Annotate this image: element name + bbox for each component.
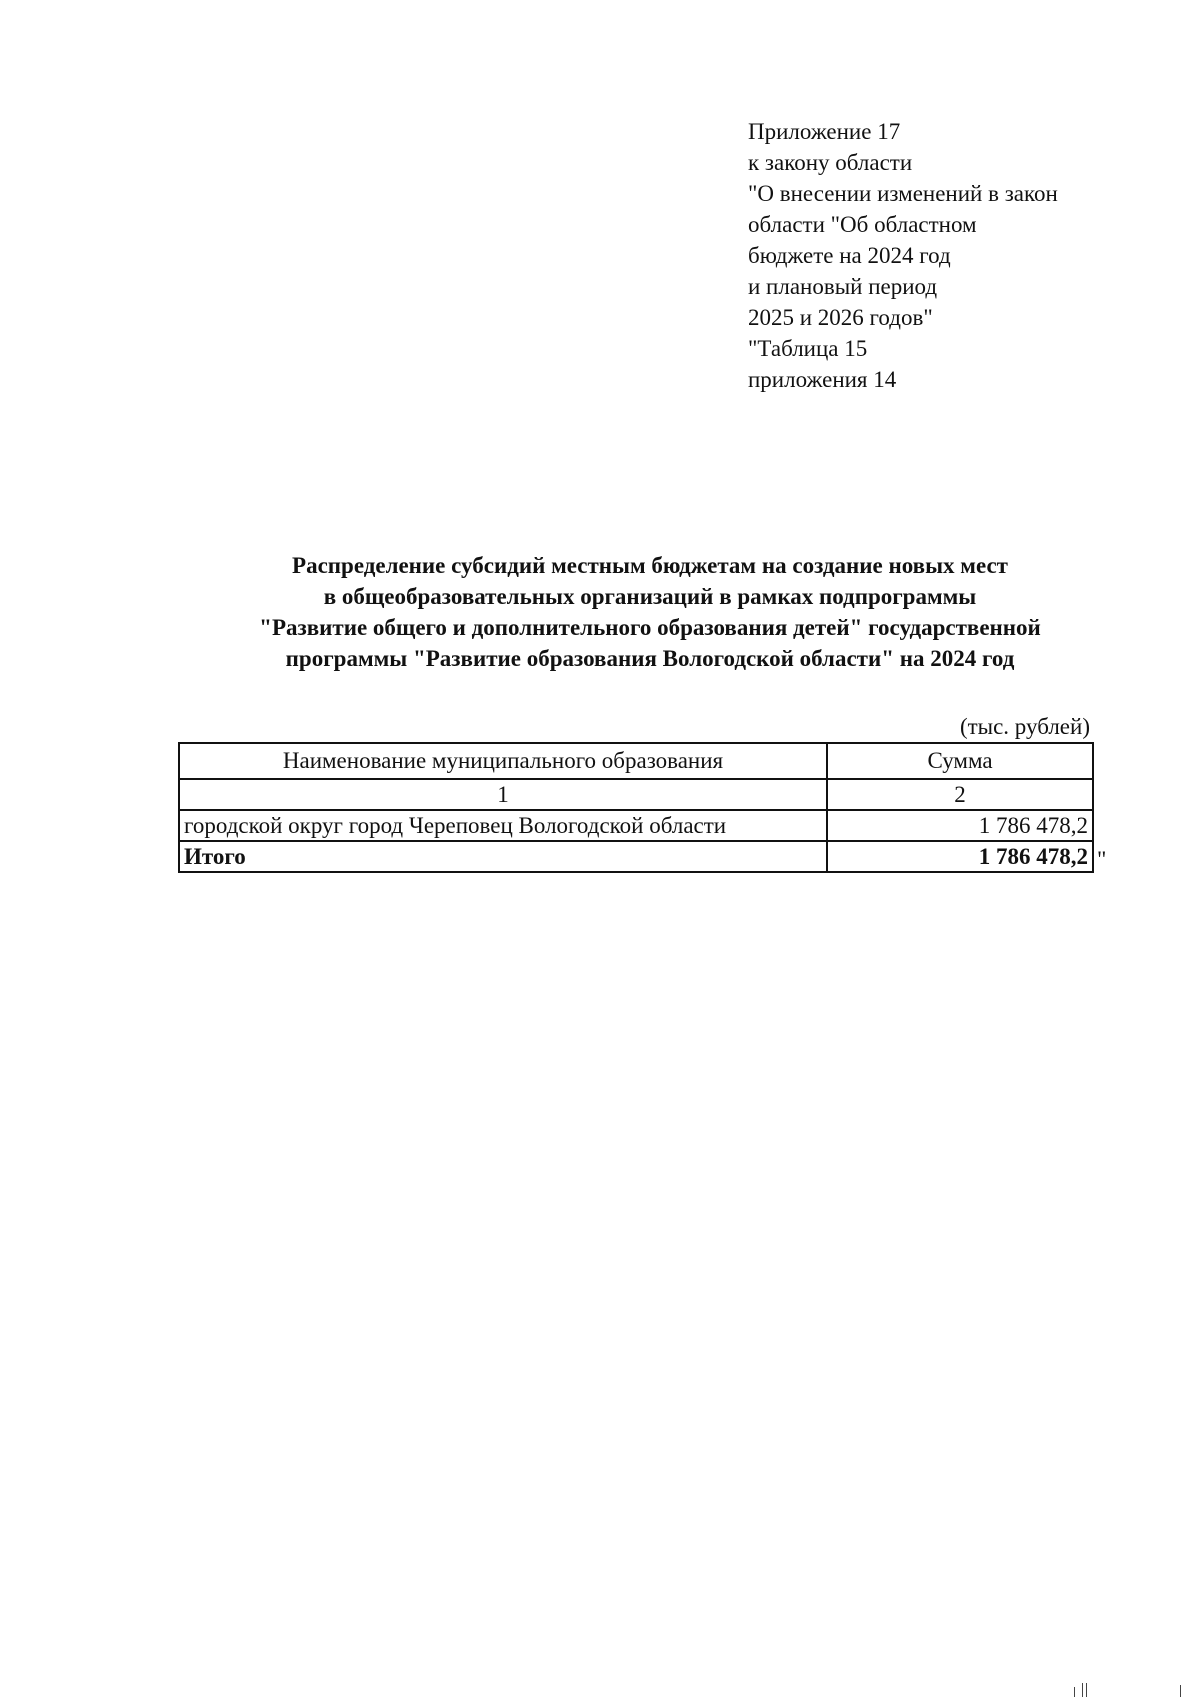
appendix-note-line: области "Об областном: [748, 212, 977, 237]
total-label: Итого: [179, 841, 827, 872]
appendix-note: [748, 116, 1168, 395]
header-municipality: Наименование муниципального образования: [179, 743, 827, 779]
column-number-2: 2: [827, 779, 1093, 810]
scan-mark: [1074, 1687, 1075, 1697]
units-note: (тыс. рублей): [959, 714, 1090, 739]
column-number-1: 1: [179, 779, 827, 810]
appendix-note-line: и плановый период: [748, 274, 938, 299]
scan-mark: [1082, 1683, 1083, 1697]
scan-mark: [1086, 1683, 1087, 1697]
appendix-note-line: бюджете на 2024 год: [748, 243, 951, 268]
appendix-note-line: "Таблица 15: [748, 336, 868, 361]
table-row: [179, 810, 1093, 841]
total-sum: 1 786 478,2: [827, 841, 1093, 872]
appendix-note-line: к закону области: [748, 150, 913, 175]
title-line: в общеобразовательных организаций в рамках подпрограммы: [323, 584, 977, 609]
appendix-note-line: "О внесении изменений в закон: [748, 181, 1058, 206]
header-sum: Сумма: [827, 743, 1093, 779]
subsidy-table: [178, 742, 1094, 873]
total-row: [179, 841, 1093, 872]
title-line: "Развитие общего и дополнительного образования детей" государственной: [259, 615, 1041, 640]
title-line: Распределение субсидий местным бюджетам на создание новых мест: [292, 553, 1008, 578]
municipality-sum: 1 786 478,2: [827, 810, 1093, 841]
appendix-note-line: Приложение 17: [748, 119, 901, 144]
closing-quote: ": [1097, 847, 1107, 872]
appendix-note-line: 2025 и 2026 годов": [748, 305, 933, 330]
scan-mark: [1180, 1685, 1181, 1697]
table-header-row: [179, 743, 1093, 779]
appendix-note-line: приложения 14: [748, 367, 897, 392]
document-title: [150, 550, 1150, 674]
title-line: программы "Развитие образования Вологодской области" на 2024 год: [285, 646, 1015, 671]
column-number-row: [179, 779, 1093, 810]
municipality-name: городской округ город Череповец Вологодской области: [179, 810, 827, 841]
